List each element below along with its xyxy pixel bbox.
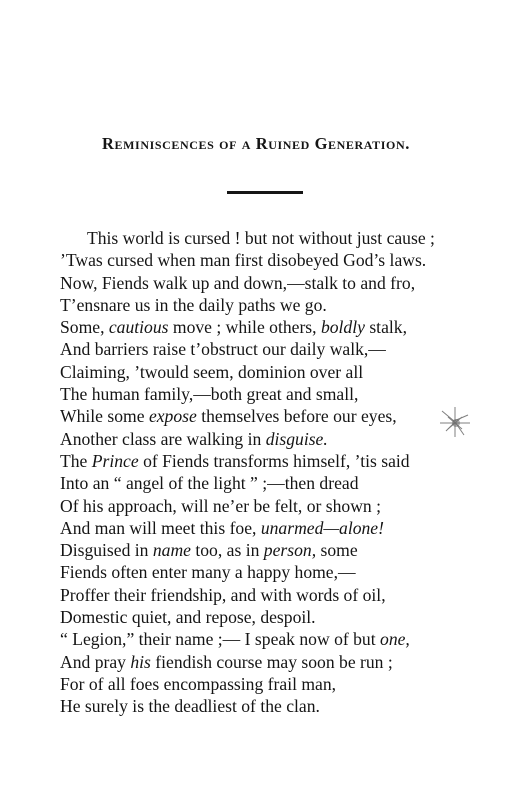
text-segment: And pray <box>60 651 131 672</box>
italic-text: his <box>130 651 151 672</box>
poem-line <box>60 472 480 494</box>
italic-text: expose <box>148 406 197 427</box>
poem-line <box>60 428 480 450</box>
text-segment: Proffer their friendship, and with words of oil, <box>60 584 386 605</box>
poem-line <box>60 361 480 383</box>
italic-text: name <box>152 540 191 561</box>
text-segment: Into an “ angel of the light ” ;—then dread <box>60 473 359 494</box>
text-segment: The human family,—both great and small, <box>60 384 359 405</box>
poem-line <box>60 272 480 294</box>
poem-line <box>60 628 480 650</box>
text-segment: This world is cursed ! but not without just cause ; <box>87 228 435 248</box>
title-rule <box>227 191 303 194</box>
poem-line <box>60 695 480 717</box>
text-segment: “ Legion,” their name ;— I speak now of but <box>60 629 381 650</box>
poem-line <box>60 495 480 517</box>
text-segment: And man will meet this foe, <box>60 517 261 538</box>
text-segment: T’ensnare us in the daily paths we go. <box>60 294 327 315</box>
text-segment: themselves before our eyes, <box>196 406 397 427</box>
text-segment: Of his approach, will ne’er be felt, or shown ; <box>60 495 381 516</box>
poem-line <box>60 338 480 360</box>
poem-line <box>60 584 480 606</box>
italic-text: unarmed—alone! <box>260 517 384 538</box>
text-segment: too, as in <box>190 540 264 561</box>
text-segment: of Fiends transforms himself, ’tis said <box>138 450 410 471</box>
text-segment: The <box>60 450 92 471</box>
poem-line <box>60 517 480 539</box>
italic-text: cautious <box>108 317 169 338</box>
italic-text: one, <box>380 629 410 650</box>
italic-text: boldly <box>320 317 365 338</box>
text-segment: ’Twas cursed when man first disobeyed God’s laws. <box>60 250 427 271</box>
text-segment: some <box>316 540 358 561</box>
ink-smudge-mark <box>438 405 472 439</box>
text-segment: For of all foes encompassing frail man, <box>60 673 337 694</box>
poem-line <box>60 249 480 271</box>
text-segment: And barriers raise t’obstruct our daily walk,— <box>60 339 386 360</box>
poem-line <box>60 450 480 472</box>
italic-text: disguise. <box>265 428 328 449</box>
italic-text: person, <box>263 540 317 561</box>
text-segment: move ; while others, <box>168 317 321 338</box>
text-segment: Domestic quiet, and repose, despoil. <box>60 607 316 628</box>
text-segment: Fiends often enter many a happy home,— <box>60 562 356 583</box>
poem-line <box>60 383 480 405</box>
chapter-title: Reminiscences of a Ruined Generation. <box>102 134 410 153</box>
poem-line <box>60 405 480 427</box>
poem-body <box>60 227 480 718</box>
poem-line <box>60 673 480 695</box>
poem-line <box>60 651 480 673</box>
text-segment: He surely is the deadliest of the clan. <box>60 696 320 717</box>
text-segment: Claiming, ’twould seem, dominion over all <box>60 361 364 382</box>
text-segment: stalk, <box>364 317 407 338</box>
text-segment: Disguised in <box>60 540 153 561</box>
text-segment: Some, <box>60 317 109 338</box>
text-segment: Another class are walking in <box>60 428 266 449</box>
italic-text: Prince <box>91 450 139 471</box>
poem-line <box>60 316 480 338</box>
poem-line <box>60 606 480 628</box>
poem-line <box>60 294 480 316</box>
poem-line <box>60 227 480 249</box>
text-segment: While some <box>60 406 149 427</box>
text-segment: fiendish course may soon be run ; <box>150 651 393 672</box>
poem-line <box>60 561 480 583</box>
text-segment: Now, Fiends walk up and down,—stalk to and fro, <box>60 272 416 293</box>
poem-line <box>60 539 480 561</box>
